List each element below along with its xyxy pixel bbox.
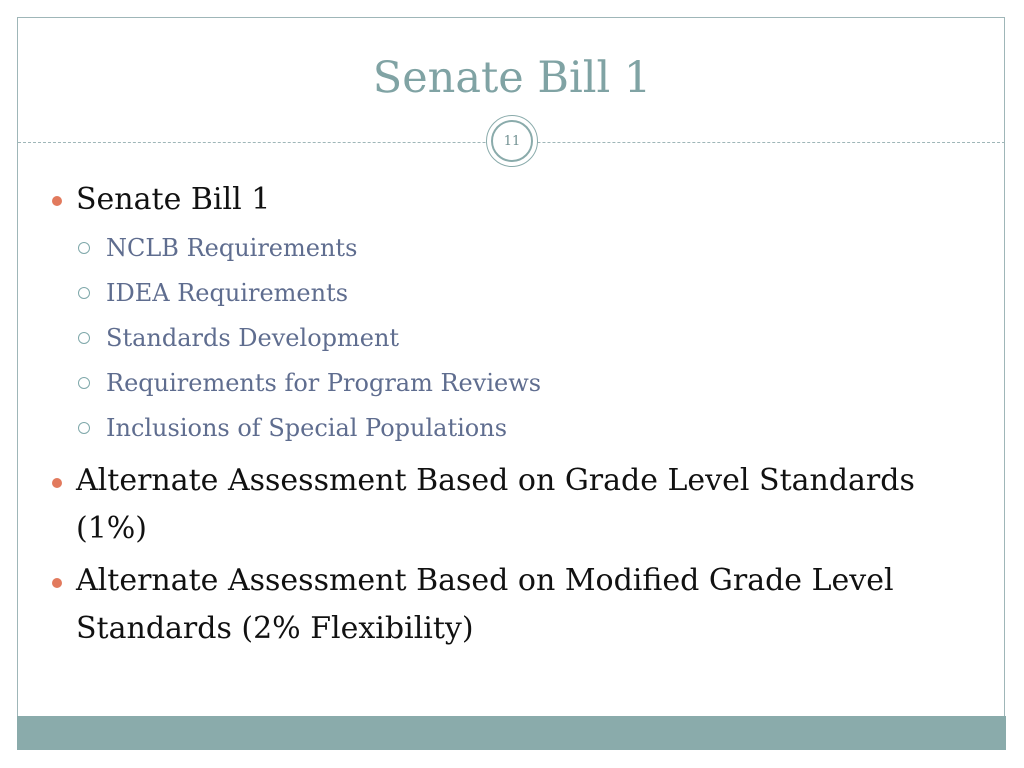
sub-bullet-text: IDEA Requirements <box>106 279 349 307</box>
slide-title: Senate Bill 1 <box>372 53 652 103</box>
bullet-dot-icon <box>52 196 62 206</box>
sub-bullet-text: Requirements for Program Reviews <box>106 369 542 397</box>
sub-bullet-item <box>44 271 944 316</box>
hollow-circle-icon <box>78 242 90 254</box>
sub-bullet-text: NCLB Requirements <box>106 234 358 262</box>
bullet-text: Alternate Assessment Based on Grade Level Standards (1%) <box>76 463 915 546</box>
bullet-dot-icon <box>52 578 62 588</box>
bullet-item <box>44 457 944 553</box>
bullet-text: Senate Bill 1 <box>76 182 271 217</box>
sub-bullet-item <box>44 226 944 271</box>
hollow-circle-icon <box>78 332 90 344</box>
bullet-item <box>44 557 944 653</box>
sub-bullet-item <box>44 406 944 451</box>
slide-number: 11 <box>491 120 533 162</box>
hollow-circle-icon <box>78 287 90 299</box>
sub-bullet-text: Inclusions of Special Populations <box>106 414 508 442</box>
sub-bullet-item <box>44 316 944 361</box>
sub-bullet-list <box>44 226 944 451</box>
bullet-item <box>44 178 944 222</box>
footer-bar <box>17 716 1006 750</box>
bullet-dot-icon <box>52 478 62 488</box>
slide-number-badge <box>486 115 538 167</box>
hollow-circle-icon <box>78 377 90 389</box>
hollow-circle-icon <box>78 422 90 434</box>
slide-content <box>44 178 944 657</box>
bullet-text: Alternate Assessment Based on Modified Grade Level Standards (2% Flexibility) <box>76 563 894 646</box>
sub-bullet-text: Standards Development <box>106 324 400 352</box>
sub-bullet-item <box>44 361 944 406</box>
